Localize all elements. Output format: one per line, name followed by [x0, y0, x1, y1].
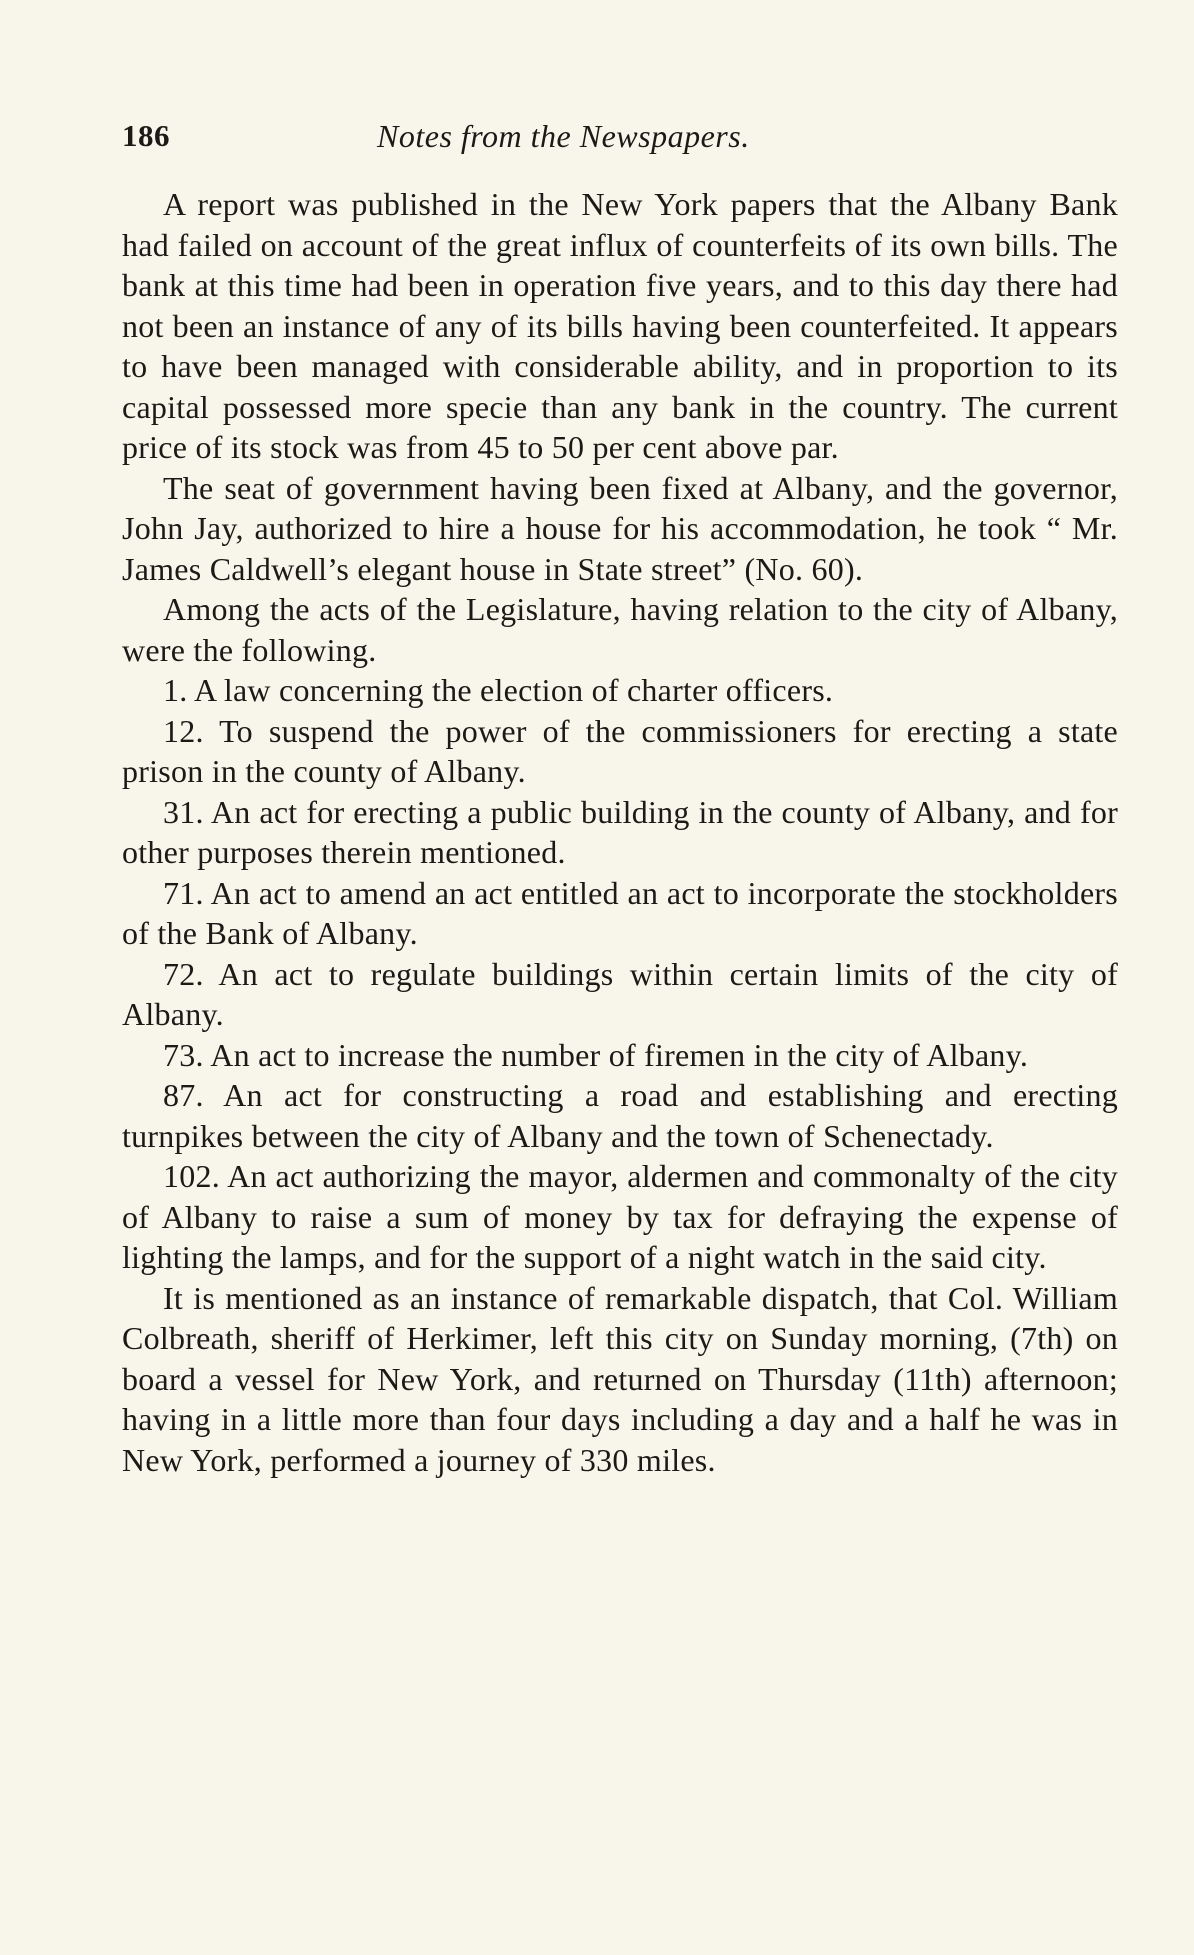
- act-item-102: 102. An act authorizing the mayor, aldermen and commonalty of the city of Albany to raise a sum of money by tax for defraying the expense of lighting the lamps, and for the support of a night watch in the said city.: [122, 1158, 1118, 1275]
- paragraph-legislature-acts-intro: Among the acts of the Legislature, having relation to the city of Albany, were the following.: [122, 591, 1118, 668]
- paragraph-remarkable-dispatch: It is mentioned as an instance of remarkable dispatch, that Col. William Colbreath, sheriff of Herkimer, left this city on Sunday morning, (7th) on board a vessel for New York, and returned on Thursday (11th) afternoon; having in a little more than four days including a day and a half he was in New York, performed a journey of 330 miles.: [122, 1279, 1118, 1478]
- act-item-12: 12. To suspend the power of the commissioners for erecting a state prison in the county of Albany.: [122, 712, 1118, 789]
- body-text: [122, 184, 1118, 1480]
- paragraph-albany-bank-report: A report was published in the New York papers that the Albany Bank had failed on account of the great influx of counterfeits of its own bills. The bank at this time had been in operation five years, and to this day there had not been an instance of any of its bills having been counterfeited. It appears to have been managed with considerable ability, and in proportion to its capital possessed more specie than any bank in the country. The current price of its stock was from 45 to 50 per cent above par.: [122, 186, 1118, 465]
- act-item-71: 71. An act to amend an act entitled an act to incorporate the stockholders of the Bank of Albany.: [122, 874, 1118, 951]
- page-number: 186: [122, 118, 170, 153]
- act-item-31: 31. An act for erecting a public building in the county of Albany, and for other purposes therein mentioned.: [122, 793, 1118, 870]
- act-item-72: 72. An act to regulate buildings within certain limits of the city of Albany.: [122, 955, 1118, 1032]
- page-header: [122, 118, 1112, 162]
- act-item-1: 1. A law concerning the election of charter officers.: [163, 672, 834, 708]
- paragraph-seat-of-government: The seat of government having been fixed at Albany, and the governor, John Jay, authorized to hire a house for his accommodation, he took “ Mr. James Caldwell’s elegant house in State street” (No. 60).: [122, 469, 1118, 587]
- running-title: Notes from the Newspapers.: [377, 118, 750, 154]
- act-item-73: 73. An act to increase the number of firemen in the city of Albany.: [163, 1036, 1029, 1073]
- act-item-87: 87. An act for constructing a road and establishing and erecting turnpikes between the city of Albany and the town of Schenectady.: [122, 1077, 1118, 1154]
